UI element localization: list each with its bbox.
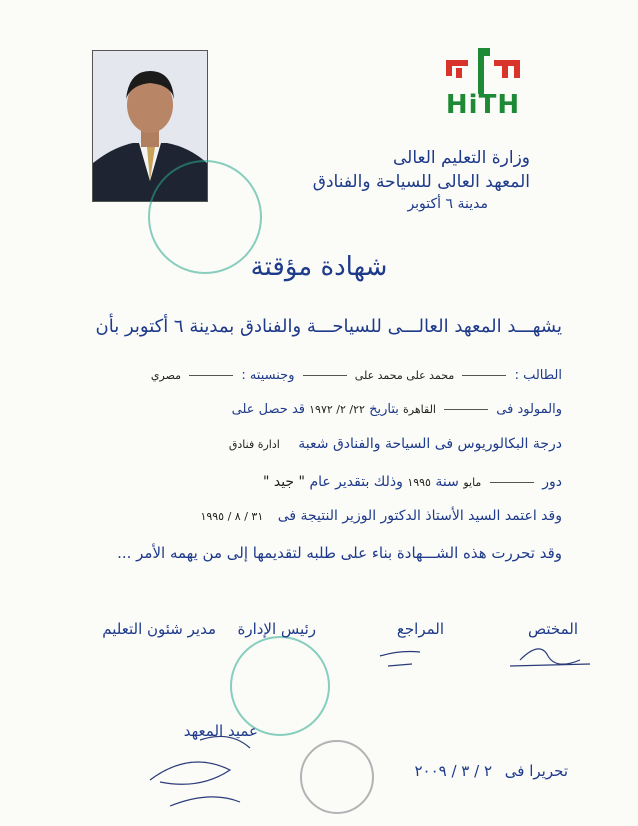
- born-label: والمولود فى: [496, 402, 562, 417]
- institute-city: مدينة ٦ أكتوبر: [407, 196, 488, 212]
- student-line: [151, 368, 562, 383]
- nationality-label: وجنسيته :: [241, 368, 295, 383]
- degree-label: درجة البكالوريوس فى السياحة والفنادق شعبة: [298, 436, 562, 452]
- year-label: سنة: [435, 474, 459, 490]
- student-name: محمد على محمد على: [354, 369, 455, 382]
- admin-head-label: رئيس الإدارة: [237, 620, 316, 638]
- session-value: مايو: [463, 476, 482, 489]
- dean-label: عميد المعهد: [183, 722, 258, 740]
- specialist-label: المختص: [528, 620, 578, 638]
- logo-wordmark: HiTH: [445, 90, 521, 120]
- closing-line: وقد تحررت هذه الشـــهادة بناء على طلبه لتقديمها إلى من يهمه الأمر ...: [117, 544, 562, 562]
- issue-line: [414, 762, 568, 780]
- branch-value: ادارة فنادق: [228, 438, 280, 451]
- intro-line: يشهـــد المعهد العالـــى للسياحـــة والفنادق بمدينة ٦ أكتوبر بأن: [95, 316, 562, 337]
- approval-label: وقد اعتمد السيد الأستاذ الدكتور الوزير النتيجة فى: [277, 508, 562, 524]
- issue-label: تحريرا فى: [504, 762, 568, 780]
- nationality-value: مصري: [150, 369, 182, 382]
- signatures-scribbles: [0, 630, 638, 826]
- issue-date: ٢ / ٣ / ٢٠٠٩: [414, 762, 493, 780]
- date-label: بتاريخ: [369, 402, 399, 417]
- session-label: دور: [542, 474, 562, 490]
- institute-name: المعهد العالى للسياحة والفنادق: [312, 172, 530, 192]
- approval-date: ٣١ / ٨ / ١٩٩٥: [200, 510, 264, 523]
- grade-value: " جيد ": [262, 474, 305, 490]
- obtained-label: قد حصل على: [231, 402, 305, 417]
- grade-label: وذلك بتقدير عام: [309, 474, 403, 490]
- birth-line: [232, 402, 562, 417]
- birthplace: القاهرة: [403, 403, 436, 416]
- reviewer-label: المراجع: [396, 620, 444, 638]
- ministry-name: وزارة التعليم العالى: [392, 148, 530, 168]
- approval-line: [200, 508, 562, 524]
- year-value: ١٩٩٥: [407, 476, 431, 489]
- birth-date: ٢٢/ ٢/ ١٩٧٢: [309, 403, 365, 416]
- degree-line: [229, 436, 562, 452]
- education-director-label: مدير شئون التعليم: [102, 620, 216, 638]
- student-label: الطالب :: [514, 368, 562, 383]
- session-line: [263, 474, 562, 490]
- certificate-title: شهادة مؤقتة: [250, 252, 388, 282]
